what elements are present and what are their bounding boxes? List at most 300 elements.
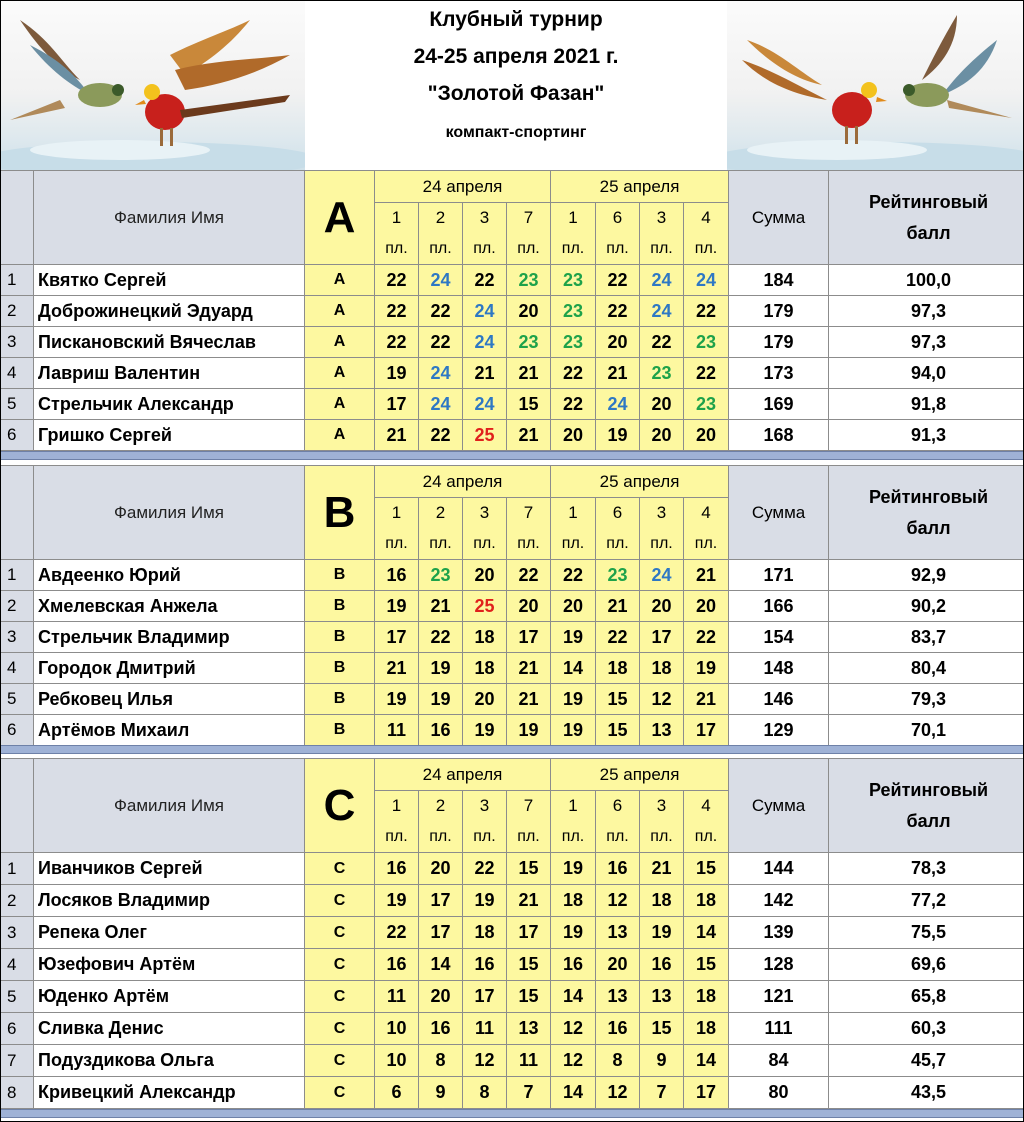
column-header-sum: Сумма [729, 171, 829, 265]
rating-points: 92,9 [829, 560, 1024, 591]
rating-header-line-1: Рейтинговый [868, 191, 989, 212]
round-score: 21 [507, 885, 551, 917]
column-header-pl: пл. [507, 234, 551, 265]
score-sum: 144 [729, 853, 829, 885]
round-score: 19 [551, 684, 596, 715]
round-score: 23 [551, 296, 596, 327]
column-header-day-1: 24 апреля [375, 759, 551, 791]
round-score: 23 [507, 327, 551, 358]
round-score: 22 [463, 853, 507, 885]
round-score: 19 [375, 591, 419, 622]
round-score: 7 [640, 1077, 684, 1109]
round-score: 16 [375, 853, 419, 885]
round-score: 22 [375, 917, 419, 949]
participant-group: C [305, 1013, 375, 1045]
column-header-day-2: 25 апреля [551, 759, 729, 791]
round-score: 22 [463, 265, 507, 296]
round-score: 14 [419, 949, 463, 981]
column-header-pl: пл. [375, 822, 419, 853]
participant-name: Гришко Сергей [34, 420, 305, 451]
round-score: 15 [684, 853, 729, 885]
round-score: 13 [640, 981, 684, 1013]
round-score: 21 [640, 853, 684, 885]
score-sum: 171 [729, 560, 829, 591]
rating-points: 43,5 [829, 1077, 1024, 1109]
round-score: 21 [596, 591, 640, 622]
row-number: 1 [1, 265, 34, 296]
pheasant-illustration-right [727, 0, 1024, 170]
round-score: 24 [463, 327, 507, 358]
column-header-round: 2 [419, 498, 463, 529]
table-row [1, 684, 1024, 715]
round-score: 24 [463, 296, 507, 327]
table-row [1, 389, 1024, 420]
round-score: 18 [551, 885, 596, 917]
column-header-round: 3 [640, 791, 684, 822]
round-score: 15 [507, 853, 551, 885]
rating-header-line-1: Рейтинговый [868, 486, 989, 507]
participant-group: B [305, 591, 375, 622]
round-score: 22 [596, 622, 640, 653]
page-header [0, 0, 1024, 170]
row-number: 6 [1, 715, 34, 746]
column-header-pl: пл. [375, 234, 419, 265]
score-sum: 111 [729, 1013, 829, 1045]
results-table-group-a [0, 170, 1024, 451]
round-score: 13 [596, 917, 640, 949]
rating-points: 97,3 [829, 327, 1024, 358]
participant-group: C [305, 917, 375, 949]
column-header-pl: пл. [551, 822, 596, 853]
round-score: 22 [419, 327, 463, 358]
table-row [1, 917, 1024, 949]
title-discipline: компакт-спортинг [445, 124, 587, 141]
round-score: 8 [463, 1077, 507, 1109]
column-header-round: 2 [419, 791, 463, 822]
column-header-sum: Сумма [729, 466, 829, 560]
column-header-pl: пл. [463, 234, 507, 265]
rating-points: 77,2 [829, 885, 1024, 917]
column-header-round: 3 [463, 791, 507, 822]
participant-group: C [305, 1045, 375, 1077]
round-score: 25 [463, 591, 507, 622]
round-score: 14 [684, 917, 729, 949]
round-score: 19 [463, 715, 507, 746]
score-sum: 184 [729, 265, 829, 296]
round-score: 21 [596, 358, 640, 389]
score-sum: 121 [729, 981, 829, 1013]
column-header-pl: пл. [419, 234, 463, 265]
column-header-name: Фамилия Имя [34, 171, 305, 265]
rating-points: 91,3 [829, 420, 1024, 451]
column-header-pl: пл. [463, 529, 507, 560]
column-header-day-1: 24 апреля [375, 171, 551, 203]
round-score: 22 [596, 265, 640, 296]
column-header-round: 3 [640, 498, 684, 529]
rating-points: 70,1 [829, 715, 1024, 746]
column-header-pl: пл. [507, 529, 551, 560]
round-score: 16 [463, 949, 507, 981]
row-number: 5 [1, 684, 34, 715]
round-score: 17 [640, 622, 684, 653]
column-header-rating [829, 171, 1024, 265]
round-score: 21 [684, 684, 729, 715]
round-score: 6 [375, 1077, 419, 1109]
group-letter: C [305, 759, 375, 853]
round-score: 20 [419, 981, 463, 1013]
row-number: 1 [1, 853, 34, 885]
round-score: 20 [640, 389, 684, 420]
participant-group: A [305, 420, 375, 451]
participant-name: Стрельчик Александр [34, 389, 305, 420]
round-score: 21 [507, 358, 551, 389]
column-header-pl: пл. [551, 529, 596, 560]
round-score: 12 [551, 1045, 596, 1077]
table-row [1, 885, 1024, 917]
row-number: 7 [1, 1045, 34, 1077]
table-row [1, 715, 1024, 746]
round-score: 24 [640, 265, 684, 296]
round-score: 24 [684, 265, 729, 296]
table-row [1, 653, 1024, 684]
round-score: 19 [375, 358, 419, 389]
round-score: 22 [551, 560, 596, 591]
round-score: 17 [507, 917, 551, 949]
column-header-pl: пл. [640, 529, 684, 560]
round-score: 22 [375, 296, 419, 327]
score-sum: 139 [729, 917, 829, 949]
row-number: 4 [1, 653, 34, 684]
round-score: 23 [551, 265, 596, 296]
row-number: 1 [1, 560, 34, 591]
round-score: 22 [684, 296, 729, 327]
participant-group: C [305, 853, 375, 885]
round-score: 22 [419, 296, 463, 327]
column-header-pl: пл. [551, 234, 596, 265]
group-separator [0, 745, 1023, 754]
participant-group: C [305, 885, 375, 917]
round-score: 18 [684, 1013, 729, 1045]
row-number: 4 [1, 949, 34, 981]
rating-points: 91,8 [829, 389, 1024, 420]
table-row [1, 358, 1024, 389]
round-score: 24 [419, 358, 463, 389]
rating-points: 78,3 [829, 853, 1024, 885]
round-score: 20 [463, 560, 507, 591]
round-score: 16 [419, 715, 463, 746]
round-score: 19 [419, 684, 463, 715]
round-score: 22 [375, 327, 419, 358]
column-header-round: 1 [375, 791, 419, 822]
round-score: 23 [419, 560, 463, 591]
round-score: 16 [419, 1013, 463, 1045]
column-header-round: 6 [596, 791, 640, 822]
participant-name: Авдеенко Юрий [34, 560, 305, 591]
round-score: 22 [375, 265, 419, 296]
round-score: 11 [375, 981, 419, 1013]
round-score: 24 [463, 389, 507, 420]
round-score: 19 [463, 885, 507, 917]
round-score: 17 [684, 1077, 729, 1109]
column-header-day-2: 25 апреля [551, 171, 729, 203]
participant-name: Юденко Артём [34, 981, 305, 1013]
participant-group: B [305, 715, 375, 746]
round-score: 19 [551, 917, 596, 949]
round-score: 20 [507, 591, 551, 622]
participant-name: Квятко Сергей [34, 265, 305, 296]
column-header-pl: пл. [463, 822, 507, 853]
round-score: 18 [684, 885, 729, 917]
round-score: 23 [551, 327, 596, 358]
column-header-round: 3 [463, 203, 507, 234]
round-score: 22 [419, 622, 463, 653]
column-header-round: 4 [684, 498, 729, 529]
participant-group: B [305, 684, 375, 715]
rating-points: 45,7 [829, 1045, 1024, 1077]
rating-points: 80,4 [829, 653, 1024, 684]
score-sum: 154 [729, 622, 829, 653]
round-score: 19 [551, 853, 596, 885]
table-row [1, 265, 1024, 296]
round-score: 21 [507, 420, 551, 451]
participant-group: A [305, 327, 375, 358]
participant-name: Юзефович Артём [34, 949, 305, 981]
round-score: 14 [684, 1045, 729, 1077]
round-score: 22 [596, 296, 640, 327]
column-header-round: 1 [551, 498, 596, 529]
table-row [1, 853, 1024, 885]
round-score: 12 [551, 1013, 596, 1045]
round-score: 13 [640, 715, 684, 746]
round-score: 15 [507, 389, 551, 420]
round-score: 16 [375, 949, 419, 981]
participant-name: Хмелевская Анжела [34, 591, 305, 622]
round-score: 16 [375, 560, 419, 591]
row-number: 4 [1, 358, 34, 389]
participant-name: Пискановский Вячеслав [34, 327, 305, 358]
column-header-round: 4 [684, 791, 729, 822]
column-header-round: 2 [419, 203, 463, 234]
round-score: 19 [551, 622, 596, 653]
column-header-round: 1 [375, 498, 419, 529]
participant-name: Доброжинецкий Эдуард [34, 296, 305, 327]
round-score: 18 [596, 653, 640, 684]
round-score: 11 [507, 1045, 551, 1077]
round-score: 16 [640, 949, 684, 981]
round-score: 23 [684, 389, 729, 420]
participant-group: B [305, 560, 375, 591]
column-header-pl: пл. [684, 822, 729, 853]
round-score: 19 [419, 653, 463, 684]
round-score: 23 [640, 358, 684, 389]
score-sum: 179 [729, 327, 829, 358]
round-score: 24 [640, 560, 684, 591]
table-row [1, 949, 1024, 981]
score-sum: 148 [729, 653, 829, 684]
column-header-sum: Сумма [729, 759, 829, 853]
round-score: 14 [551, 981, 596, 1013]
rating-points: 100,0 [829, 265, 1024, 296]
table-row [1, 420, 1024, 451]
participant-group: C [305, 1077, 375, 1109]
rating-header-line-2: балл [906, 810, 951, 831]
round-score: 24 [596, 389, 640, 420]
row-number: 6 [1, 1013, 34, 1045]
round-score: 16 [596, 1013, 640, 1045]
round-score: 19 [375, 885, 419, 917]
pheasant-illustration-left [0, 0, 305, 170]
round-score: 22 [507, 560, 551, 591]
table-row [1, 327, 1024, 358]
score-sum: 142 [729, 885, 829, 917]
column-header-round: 7 [507, 203, 551, 234]
round-score: 21 [507, 684, 551, 715]
round-score: 22 [551, 358, 596, 389]
round-score: 8 [596, 1045, 640, 1077]
title-line-1: Клубный турнир [429, 8, 603, 31]
participant-name: Подуздикова Ольга [34, 1045, 305, 1077]
column-header-round: 6 [596, 203, 640, 234]
participant-group: B [305, 622, 375, 653]
title-event-name: "Золотой Фазан" [427, 82, 605, 105]
column-header-pl: пл. [596, 822, 640, 853]
round-score: 17 [684, 715, 729, 746]
rating-points: 83,7 [829, 622, 1024, 653]
rating-header-line-2: балл [906, 222, 951, 243]
column-header-round: 7 [507, 791, 551, 822]
table-row [1, 622, 1024, 653]
column-header-round: 7 [507, 498, 551, 529]
participant-name: Городок Дмитрий [34, 653, 305, 684]
table-row [1, 1045, 1024, 1077]
round-score: 12 [596, 1077, 640, 1109]
round-score: 20 [596, 327, 640, 358]
row-number: 2 [1, 591, 34, 622]
round-score: 15 [507, 981, 551, 1013]
group-separator [0, 451, 1023, 460]
round-score: 20 [463, 684, 507, 715]
round-score: 18 [640, 885, 684, 917]
participant-group: A [305, 296, 375, 327]
column-header-pl: пл. [596, 234, 640, 265]
rating-points: 90,2 [829, 591, 1024, 622]
column-header-round: 3 [463, 498, 507, 529]
score-sum: 173 [729, 358, 829, 389]
round-score: 15 [640, 1013, 684, 1045]
score-sum: 128 [729, 949, 829, 981]
row-number: 8 [1, 1077, 34, 1109]
round-score: 24 [419, 389, 463, 420]
round-score: 11 [463, 1013, 507, 1045]
round-score: 11 [375, 715, 419, 746]
round-score: 10 [375, 1013, 419, 1045]
round-score: 20 [507, 296, 551, 327]
round-score: 22 [640, 327, 684, 358]
participant-group: A [305, 265, 375, 296]
round-score: 8 [419, 1045, 463, 1077]
round-score: 21 [684, 560, 729, 591]
round-score: 23 [684, 327, 729, 358]
round-score: 9 [419, 1077, 463, 1109]
round-score: 17 [463, 981, 507, 1013]
pheasant-image-right [727, 0, 1024, 170]
group-separator [0, 1109, 1023, 1118]
round-score: 20 [640, 591, 684, 622]
round-score: 21 [507, 653, 551, 684]
participant-group: C [305, 981, 375, 1013]
column-header-day-2: 25 апреля [551, 466, 729, 498]
column-header-round: 1 [551, 791, 596, 822]
round-score: 15 [507, 949, 551, 981]
row-number: 3 [1, 917, 34, 949]
round-score: 12 [596, 885, 640, 917]
score-sum: 166 [729, 591, 829, 622]
round-score: 17 [375, 389, 419, 420]
round-score: 22 [684, 358, 729, 389]
round-score: 22 [419, 420, 463, 451]
results-table-group-b [0, 465, 1024, 746]
column-header-pl: пл. [375, 529, 419, 560]
score-sum: 146 [729, 684, 829, 715]
round-score: 17 [419, 885, 463, 917]
participant-name: Лосяков Владимир [34, 885, 305, 917]
column-header-pl: пл. [596, 529, 640, 560]
round-score: 19 [375, 684, 419, 715]
rating-points: 79,3 [829, 684, 1024, 715]
round-score: 17 [419, 917, 463, 949]
row-number: 5 [1, 981, 34, 1013]
table-row [1, 591, 1024, 622]
rating-points: 65,8 [829, 981, 1024, 1013]
column-header-pl: пл. [640, 822, 684, 853]
participant-name: Стрельчик Владимир [34, 622, 305, 653]
score-sum: 169 [729, 389, 829, 420]
round-score: 20 [684, 420, 729, 451]
column-header-name: Фамилия Имя [34, 466, 305, 560]
round-score: 12 [640, 684, 684, 715]
round-score: 17 [375, 622, 419, 653]
column-header-name: Фамилия Имя [34, 759, 305, 853]
round-score: 13 [507, 1013, 551, 1045]
round-score: 21 [375, 653, 419, 684]
round-score: 18 [684, 981, 729, 1013]
round-score: 24 [419, 265, 463, 296]
column-header-pl: пл. [507, 822, 551, 853]
round-score: 23 [596, 560, 640, 591]
column-header-pl: пл. [684, 529, 729, 560]
rating-points: 69,6 [829, 949, 1024, 981]
title-dates: 24-25 апреля 2021 г. [413, 45, 619, 68]
header-index-blank [1, 466, 34, 560]
participant-name: Артёмов Михаил [34, 715, 305, 746]
participant-name: Ребковец Илья [34, 684, 305, 715]
row-number: 3 [1, 327, 34, 358]
participant-group: A [305, 358, 375, 389]
score-sum: 80 [729, 1077, 829, 1109]
round-score: 20 [419, 853, 463, 885]
table-row [1, 296, 1024, 327]
score-sum: 129 [729, 715, 829, 746]
round-score: 23 [507, 265, 551, 296]
header-index-blank [1, 171, 34, 265]
round-score: 20 [684, 591, 729, 622]
rating-points: 97,3 [829, 296, 1024, 327]
group-letter: B [305, 466, 375, 560]
pheasant-image-left [0, 0, 305, 170]
header-index-blank [1, 759, 34, 853]
round-score: 15 [596, 684, 640, 715]
row-number: 3 [1, 622, 34, 653]
